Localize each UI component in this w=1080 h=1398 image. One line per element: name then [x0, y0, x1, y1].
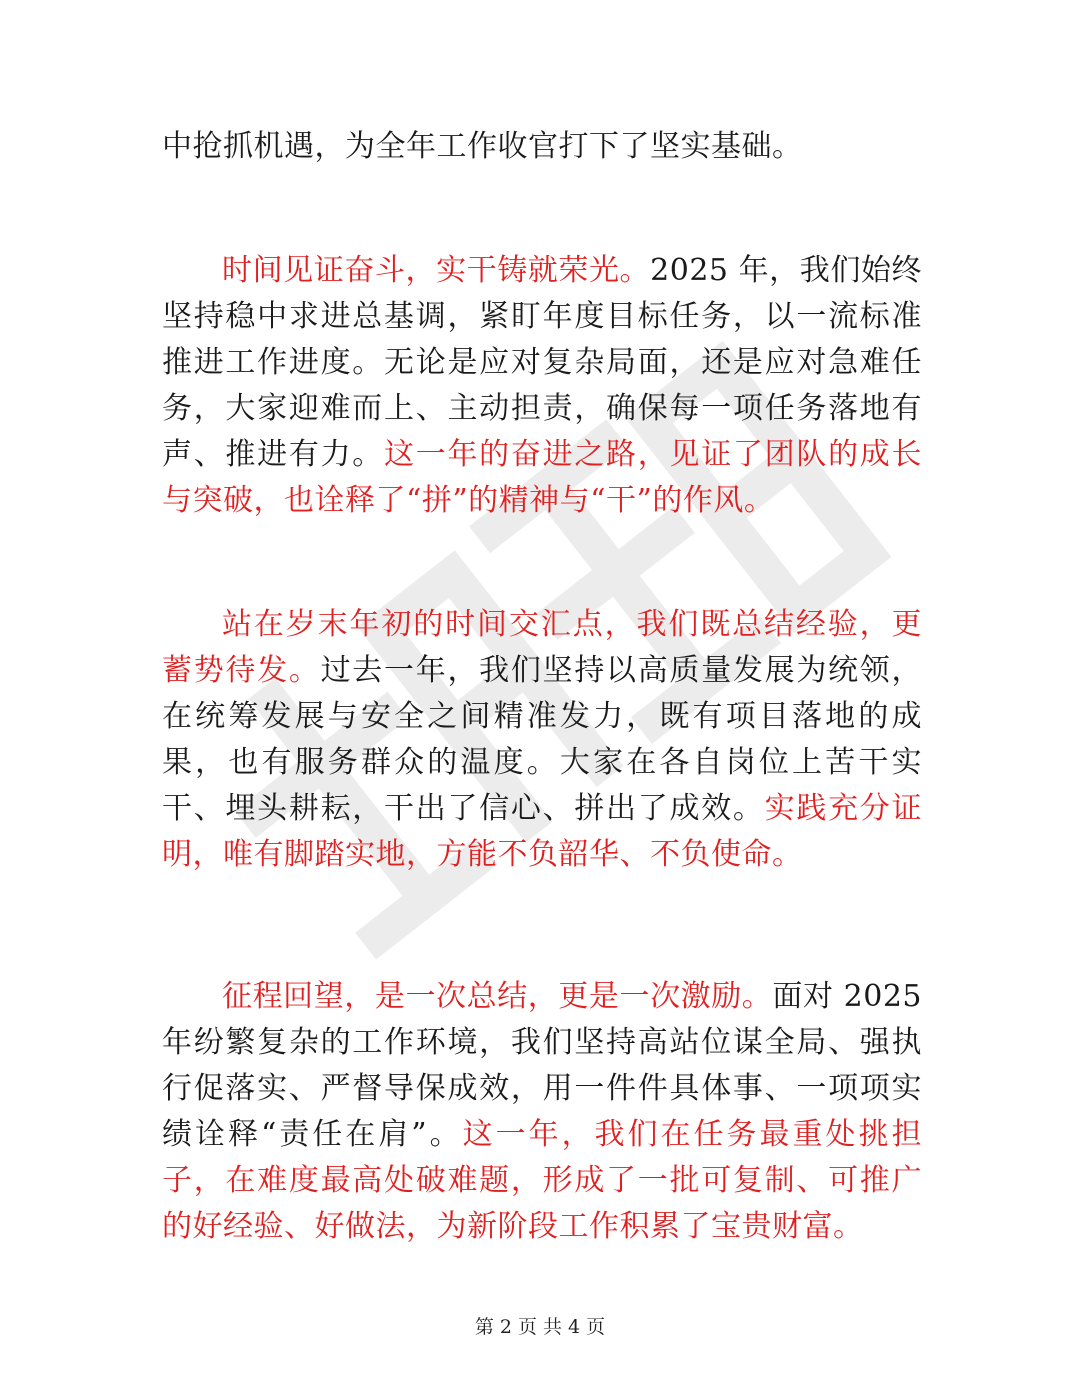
- paragraph-4-body: 面对 2025 年纷繁复杂的工作环境，我们坚持高站位谋全局、强执行促落实、严督导保成效，用一件件具体事、一项项实绩诠释“责任在肩”。: [162, 979, 923, 1152]
- paragraph-3: [162, 602, 922, 878]
- document-body: [162, 124, 922, 1250]
- paragraph-1: [162, 124, 922, 170]
- paragraph-1-text: 中抢抓机遇，为全年工作收官打下了坚实基础。: [162, 129, 803, 164]
- paragraph-4-highlight-close: 这一年，我们在任务最重处挑担子，在难度最高处破难题，形成了一批可复制、可推广的好经验、好做法，为新阶段工作积累了宝贵财富。: [162, 1117, 922, 1244]
- paragraph-4-highlight-lead: 征程回望，是一次总结，更是一次激励。: [222, 979, 773, 1014]
- page-number-footer: 第 2 页 共 4 页: [474, 1316, 606, 1338]
- paragraph-4: [162, 974, 922, 1250]
- paragraph-2-highlight-close: 这一年的奋进之路，见证了团队的成长与突破，也诠释了“拼”的精神与“干”的作风。: [162, 437, 923, 518]
- paragraph-2: [162, 248, 922, 524]
- paragraph-2-body: 2025 年，我们始终坚持稳中求进总基调，紧盯年度目标任务，以一流标准推进工作进度。无论是应对复杂局面，还是应对急难任务，大家迎难而上、主动担责，确保每一项任务落地有声、推进有力。: [162, 253, 923, 472]
- paragraph-3-highlight-close: 实践充分证明，唯有脚踏实地，方能不负韶华、不负使命。: [162, 791, 923, 872]
- paragraph-2-highlight-lead: 时间见证奋斗，实干铸就荣光。: [222, 253, 651, 288]
- paragraph-3-highlight-lead: 站在岁末年初的时间交汇点，我们既总结经验，更蓄势待发。: [162, 607, 922, 688]
- paragraph-3-body: 过去一年，我们坚持以高质量发展为统领，在统筹发展与安全之间精准发力，既有项目落地的成果，也有服务群众的温度。大家在各自岗位上苦干实干、埋头耕耘，干出了信心、拼出了成效。: [162, 653, 923, 826]
